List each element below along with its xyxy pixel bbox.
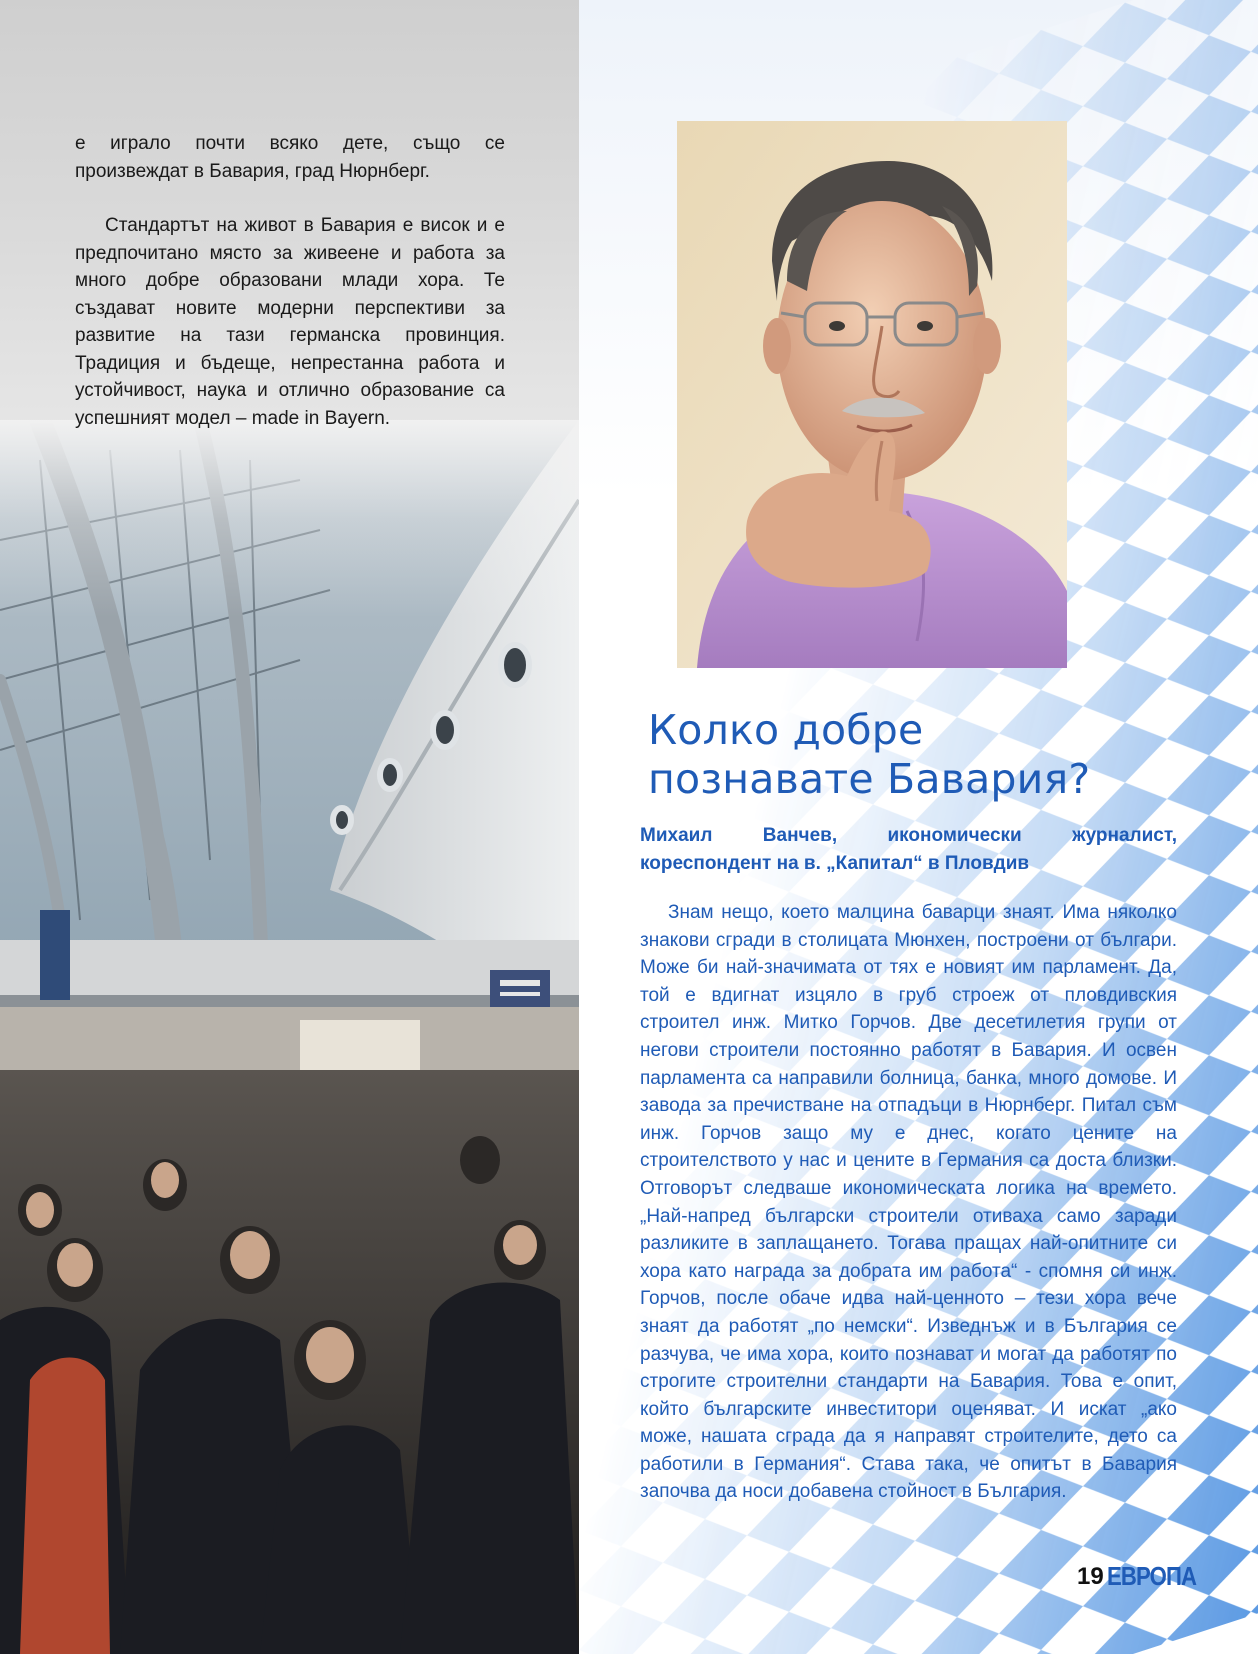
article-title-line-2: познавате Бавария?: [648, 755, 1091, 803]
left-column-text: [75, 130, 505, 432]
left-column: [0, 0, 579, 1654]
trade-fair-hall-photo: [0, 420, 579, 1654]
author-byline: Михаил Ванчев, икономически журналист, кореспондент на в. „Капитал“ в Пловдив: [640, 825, 1177, 874]
author-portrait-photo: [677, 121, 1067, 668]
article-title: [648, 706, 1208, 804]
page-number: 19: [1077, 1562, 1104, 1590]
page-footer: [1077, 1561, 1212, 1592]
article-title-line-1: Колко добре: [648, 706, 924, 754]
magazine-logo: ЕВРОПА: [1106, 1561, 1196, 1591]
article-body: Знам нещо, което малцина баварци знаят. Има няколко знакови сгради в столицата Мюнхен, построени от българи. Може би най-значимата от тях е новият им парламент. Да, той е вдигнат изцяло в груб строеж от пловдивския строител инж. Митко Горчов. Две десетилетия групи от негови строители постоянно работят в Бавария. И освен парламента са направили болница, банка, много домове. И завода за пречистване на отпадъци в Нюрнберг. Питал съм инж. Горчов защо му е днес, когато цените на строителството у нас и цените в Германия са доста близки. Отговорът следваше икономическата логика на времето. „Най-напред български строители отиваха само заради разликите в заплащането. Тогава пращах най-опитните си хора като награда за добрата им работа“ - спомня си инж. Горчов, после обаче идва най-ценното – тези хора вече знаят да работят „по немски“. Изведнъж и в България се разчува, че има хора, които познават и могат да работят по строгите строителни стандарти на Бавария. Това е опит, който българските инвеститори оценяват. И искат „ако може, нашата сграда да я направят строителите, дето са работили в Германия“. Става така, че опитът в Бавария започва да носи добавена стойност в България.: [640, 902, 1177, 1503]
left-paragraph-1: е играло почти всяко дете, също се произвеждат в Бавария, град Нюрнберг.: [75, 133, 505, 182]
left-paragraph-2: Стандартът на живот в Бавария е висок и е предпочитано място за живеене и работа за много добре образовани млади хора. Те създават новите модерни перспективи за развитие на тази германска провинция. Традиция и бъдеще, непрестанна работа и устойчивост, наука и отлично образование са успешният модел – made in Bayern.: [75, 215, 505, 429]
